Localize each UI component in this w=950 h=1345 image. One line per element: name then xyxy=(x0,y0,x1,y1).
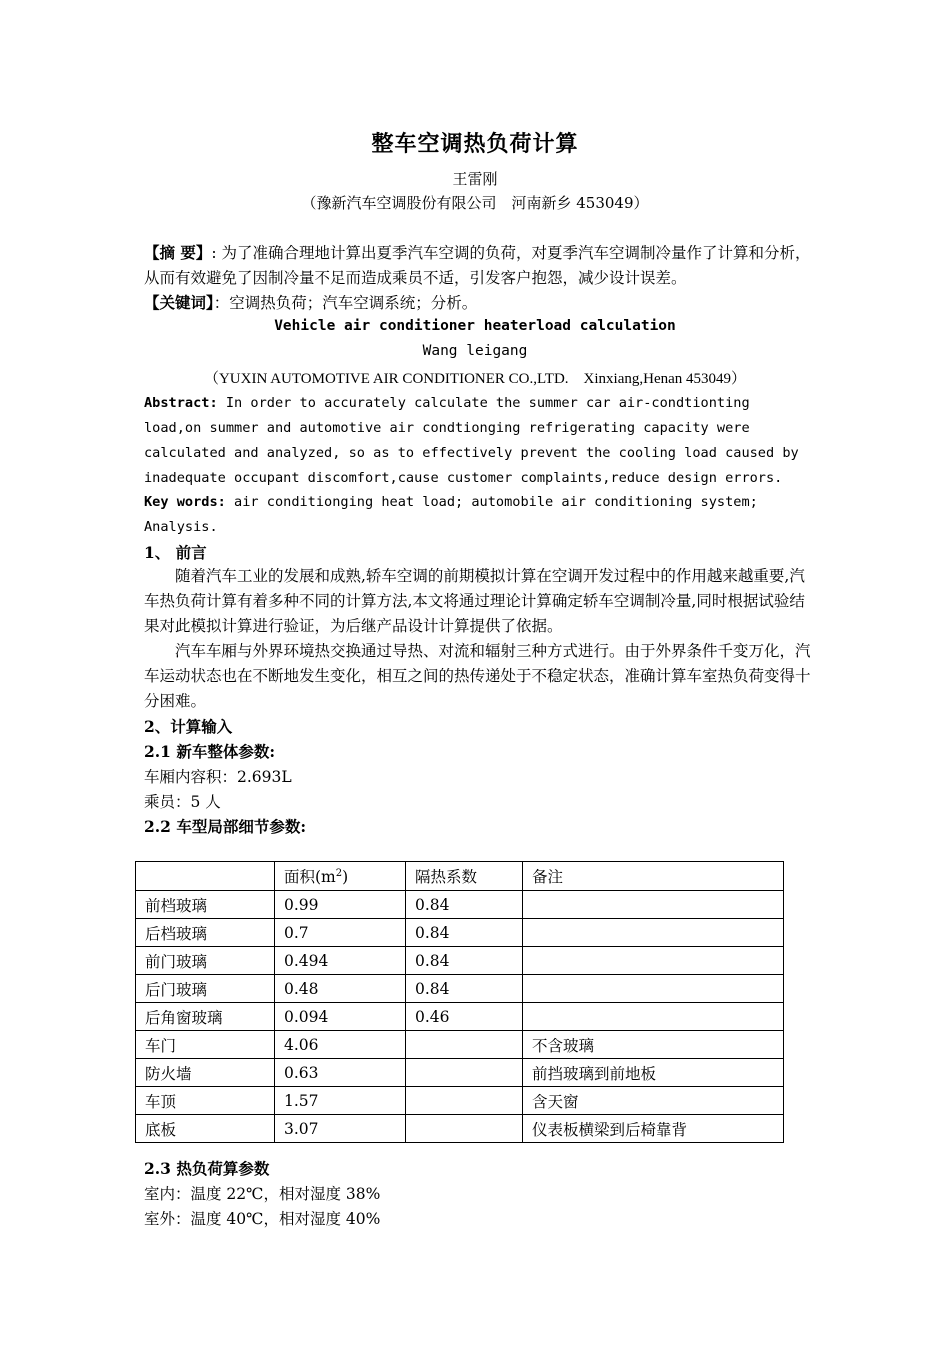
area-unit-superscript: 2 xyxy=(335,867,343,879)
table-cell: 0.494 xyxy=(275,947,406,975)
cn-abstract xyxy=(144,240,812,291)
table-cell xyxy=(406,1031,523,1059)
section-1-heading: 1、 前言 xyxy=(144,543,207,562)
table-row xyxy=(136,1087,784,1115)
section-1-paragraph-1: 随着汽车工业的发展和成熟,轿车空调的前期模拟计算在空调开发过程中的作用越来越重要,汽车热负荷计算有着多种不同的计算方法,本文将通过理论计算确定轿车空调制冷量,同时根据试验结果对此模拟计算进行验证，为后继产品设计计算提供了依据。 xyxy=(144,567,805,635)
table-cell: 0.99 xyxy=(275,891,406,919)
table-cell: 0.84 xyxy=(406,947,523,975)
cn-keywords-text: ：空调热负荷；汽车空调系统；分析。 xyxy=(213,294,478,312)
table-cell xyxy=(523,947,784,975)
parameter-table xyxy=(135,861,784,1143)
cabin-volume: 车厢内容积：2.693L xyxy=(144,768,292,786)
english-affiliation: （YUXIN AUTOMOTIVE AIR CONDITIONER CO.,LTD. Xinxiang,Henan 453049） xyxy=(203,371,747,387)
affiliation: （豫新汽车空调股份有限公司 河南新乡 453049） xyxy=(301,194,649,212)
table-cell: 仪表板横梁到后椅靠背 xyxy=(523,1115,784,1143)
table-cell: 前挡玻璃到前地板 xyxy=(523,1059,784,1087)
english-abstract-text: In order to accurately calculate the summer car air-condtionting load,on summer and automotive air condtionging refrigerating capacity were calculated and analyzed, so as to effectively prevent the cooling load caused by inadequate occupant discomfort,cause customer complaints,reduce design errors. xyxy=(144,395,799,486)
table-cell xyxy=(406,1115,523,1143)
table-cell: 3.07 xyxy=(275,1115,406,1143)
table-cell xyxy=(523,1003,784,1031)
table-row xyxy=(136,947,784,975)
area-header-label: 面积(m xyxy=(284,868,336,886)
table-cell: 0.48 xyxy=(275,975,406,1003)
table-cell: 车顶 xyxy=(136,1087,275,1115)
area-header-close: ) xyxy=(342,868,349,886)
table-cell: 0.84 xyxy=(406,891,523,919)
table-cell: 含天窗 xyxy=(523,1087,784,1115)
indoor-conditions: 室内：温度 22℃，相对湿度 38% xyxy=(144,1185,381,1203)
table-row xyxy=(136,1115,784,1143)
english-title: Vehicle air conditioner heaterload calculation xyxy=(274,318,676,334)
table-cell: 0.7 xyxy=(275,919,406,947)
table-cell: 0.63 xyxy=(275,1059,406,1087)
table-header-cell xyxy=(275,862,406,891)
english-abstract xyxy=(144,391,812,491)
table-header-cell xyxy=(136,862,275,891)
table-cell: 0.094 xyxy=(275,1003,406,1031)
table-row xyxy=(136,891,784,919)
paper-title: 整车空调热负荷计算 xyxy=(371,131,579,157)
table-cell: 1.57 xyxy=(275,1087,406,1115)
cn-keywords xyxy=(144,290,812,316)
section-2-2-heading: 2.2 车型局部细节参数: xyxy=(144,817,307,836)
table-cell: 0.84 xyxy=(406,975,523,1003)
table-cell: 车门 xyxy=(136,1031,275,1059)
section-2-1-heading: 2.1 新车整体参数: xyxy=(144,742,276,761)
outdoor-conditions: 室外：温度 40℃，相对湿度 40% xyxy=(144,1210,381,1228)
table-cell: 防火墙 xyxy=(136,1059,275,1087)
table-cell: 0.84 xyxy=(406,919,523,947)
section-2-heading: 2、计算输入 xyxy=(144,717,233,736)
cn-keywords-label: 【关键词】 xyxy=(144,293,214,312)
table-row xyxy=(136,1031,784,1059)
table-row xyxy=(136,1059,784,1087)
table-cell: 底板 xyxy=(136,1115,275,1143)
english-abstract-label: Abstract: xyxy=(144,395,218,411)
table-cell xyxy=(523,891,784,919)
cn-abstract-text: : 为了准确合理地计算出夏季汽车空调的负荷，对夏季汽车空调制冷量作了计算和分析，从而有效避免了因制冷量不足而造成乘员不适，引发客户抱怨，减少设计误差。 xyxy=(144,244,811,287)
table-header-cell: 备注 xyxy=(523,862,784,891)
table-row xyxy=(136,1003,784,1031)
cn-abstract-label: 【摘 要】 xyxy=(144,243,212,262)
table-cell xyxy=(406,1059,523,1087)
table-cell: 后门玻璃 xyxy=(136,975,275,1003)
section-2-3-heading: 2.3 热负荷算参数 xyxy=(144,1159,270,1178)
author-name: 王雷刚 xyxy=(452,170,498,188)
table-cell: 4.06 xyxy=(275,1031,406,1059)
english-author: Wang leigang xyxy=(422,343,528,359)
table-cell: 前门玻璃 xyxy=(136,947,275,975)
section-1-paragraph-2: 汽车车厢与外界环境热交换通过导热、对流和辐射三种方式进行。由于外界条件千变万化，汽车运动状态也在不断地发生变化，相互之间的热传递处于不稳定状态，准确计算车室热负荷变得十分困难。 xyxy=(144,642,811,710)
english-keywords xyxy=(144,490,812,540)
english-keywords-label: Key words: xyxy=(144,494,226,510)
table-cell: 后角窗玻璃 xyxy=(136,1003,275,1031)
table-cell xyxy=(406,1087,523,1115)
table-row xyxy=(136,975,784,1003)
table-cell: 0.46 xyxy=(406,1003,523,1031)
table-cell: 不含玻璃 xyxy=(523,1031,784,1059)
english-keywords-text: air conditionging heat load; automobile air conditioning system; Analysis. xyxy=(144,494,758,535)
table-row xyxy=(136,919,784,947)
table-cell xyxy=(523,975,784,1003)
table-header-row xyxy=(136,862,784,891)
table-header-cell: 隔热系数 xyxy=(406,862,523,891)
table-cell: 后档玻璃 xyxy=(136,919,275,947)
table-cell: 前档玻璃 xyxy=(136,891,275,919)
table-cell xyxy=(523,919,784,947)
passenger-count: 乘员：5 人 xyxy=(144,793,221,811)
